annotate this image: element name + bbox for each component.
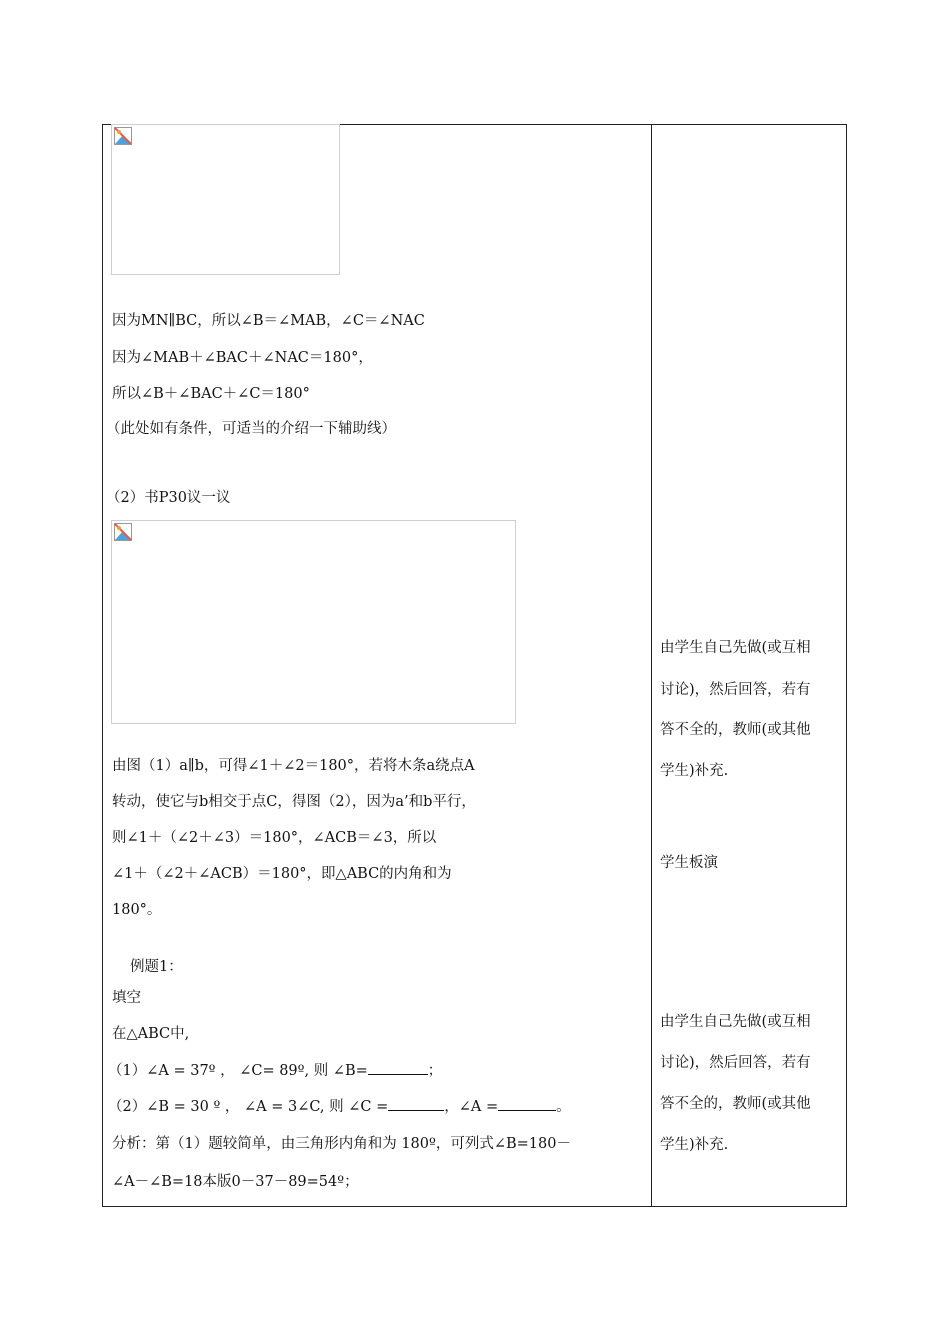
- figure-placeholder-1: [111, 124, 340, 275]
- question-1-end: ；: [427, 1063, 443, 1079]
- note3-line-1: 由学生自己先做(或互相: [660, 1014, 811, 1030]
- note3-line-2: 讨论)，然后回答，若有: [660, 1055, 811, 1071]
- note1-line-3: 答不全的，教师(或其他: [660, 722, 811, 738]
- section2-title: （2）书P30议一议: [106, 490, 231, 506]
- question-2-mid: ，∠A =: [444, 1099, 499, 1115]
- broken-image-icon: [114, 127, 132, 145]
- question-2-end: 。: [556, 1099, 571, 1115]
- in-triangle: 在△ABC中,: [112, 1026, 190, 1042]
- analysis-line-2: ∠A－∠B=18本版0－37－89=54º；: [112, 1174, 359, 1190]
- note3-line-3: 答不全的，教师(或其他: [660, 1096, 811, 1112]
- proof-line-4: （此处如有条件，可适当的介绍一下辅助线）: [106, 421, 396, 437]
- proof-line-3: 所以∠B＋∠BAC＋∠C＝180°: [112, 386, 310, 402]
- answer-blank-a[interactable]: [498, 1096, 556, 1111]
- note1-line-4: 学生)补充.: [660, 763, 729, 779]
- proof-line-2: 因为∠MAB＋∠BAC＋∠NAC＝180°，: [112, 350, 373, 366]
- example-title: 例题1：: [130, 959, 183, 975]
- note1-line-1: 由学生自己先做(或互相: [660, 640, 811, 656]
- explain-line-4: ∠1＋（∠2＋∠ACB）＝180°，即△ABC的内角和为: [112, 866, 452, 882]
- answer-blank-c[interactable]: [388, 1096, 444, 1111]
- figure-placeholder-2: [111, 520, 516, 724]
- fill-title: 填空: [112, 990, 141, 1006]
- question-1: [108, 1060, 442, 1081]
- explain-line-5: 180°。: [112, 902, 162, 918]
- note3-line-4: 学生)补充.: [660, 1137, 729, 1153]
- question-2-text: （2）∠B = 30 º ， ∠A = 3∠C, 则 ∠C =: [108, 1099, 389, 1115]
- question-2: [108, 1096, 571, 1117]
- question-1-text: （1）∠A = 37º ， ∠C= 89º, 则 ∠B=: [108, 1063, 368, 1079]
- explain-line-3: 则∠1＋（∠2＋∠3）＝180°，∠ACB＝∠3，所以: [112, 830, 437, 846]
- proof-line-1: 因为MN∥BC，所以∠B＝∠MAB，∠C＝∠NAC: [112, 313, 425, 329]
- note2: 学生板演: [660, 855, 718, 871]
- note1-line-2: 讨论)，然后回答，若有: [660, 682, 811, 698]
- explain-line-2: 转动，使它与b相交于点C，得图（2），因为a’和b平行，: [112, 794, 476, 810]
- answer-blank-b[interactable]: [368, 1060, 428, 1075]
- column-divider: [651, 125, 652, 1206]
- analysis-line-1: 分析：第（1）题较简单，由三角形内角和为 180º，可列式∠B=180－: [112, 1136, 571, 1152]
- explain-line-1: 由图（1）a∥b，可得∠1＋∠2＝180°，若将木条a绕点A: [112, 758, 475, 774]
- broken-image-icon: [114, 523, 132, 541]
